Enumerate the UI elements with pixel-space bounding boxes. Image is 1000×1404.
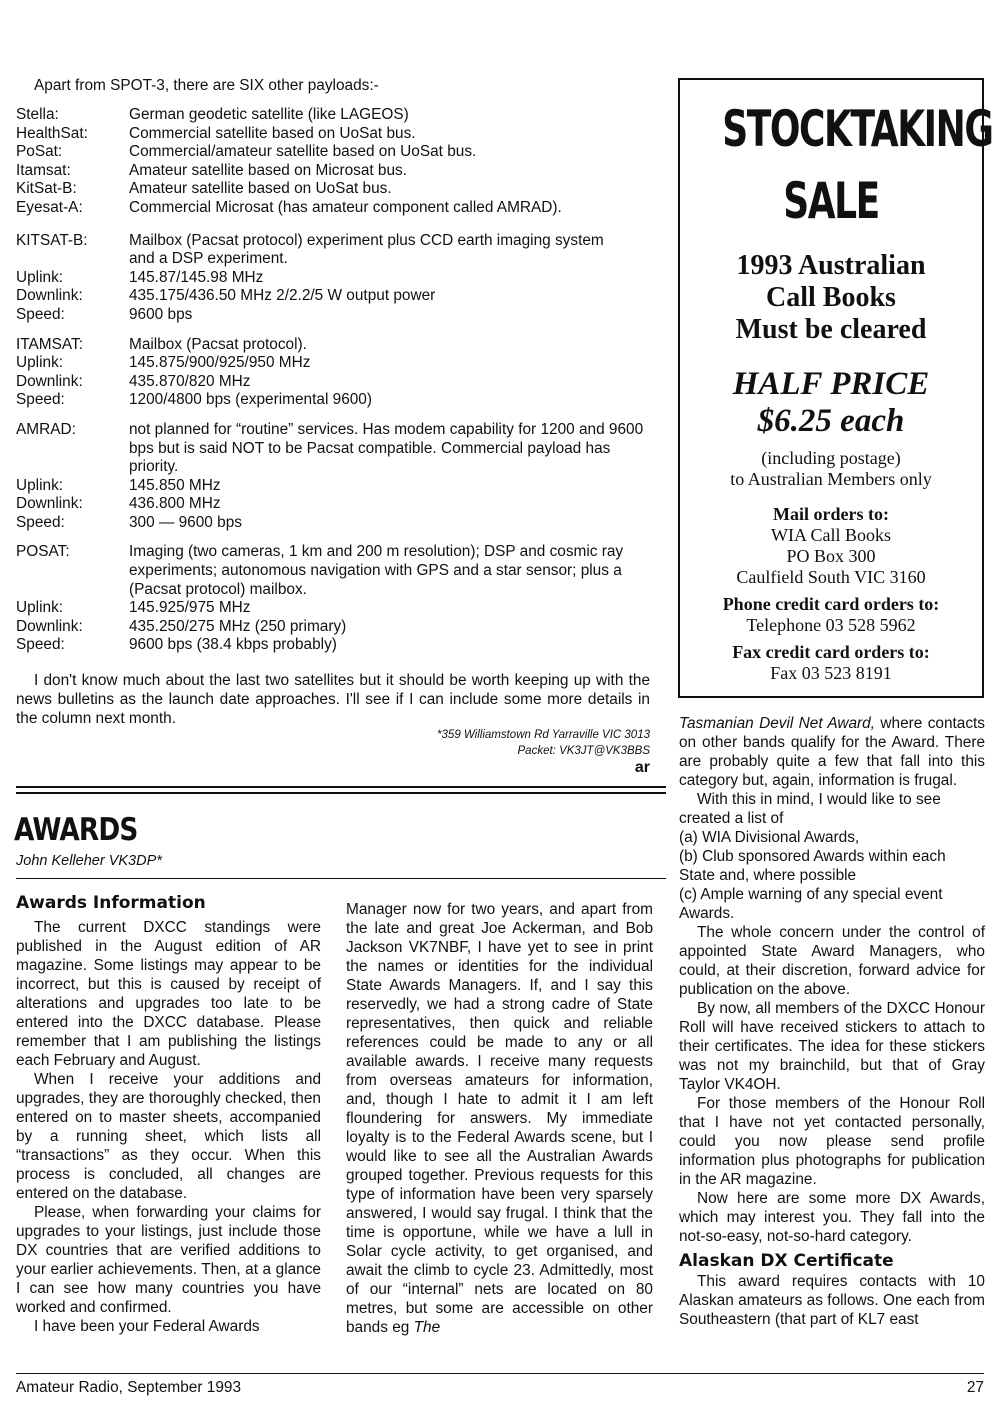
divider	[16, 792, 666, 794]
kitsat-block: KITSAT-B: Mailbox (Pacsat protocol) experiment plus CCD earth imaging system and a DSP experiment. Uplink: 145.87/145.98 MHz Downlink: 435.175/436.50 MHz 2/2.2/5 W output power Speed: 9600 bps	[16, 231, 604, 323]
ad-price-2: $6.25 each	[757, 403, 905, 439]
list-item: KitSat-B: Amateur satellite based on UoSat bus.	[16, 180, 392, 198]
ad-line-5: Must be cleared	[735, 314, 927, 345]
closing-paragraph: I don't know much about the last two satellites but it should be worth keeping up with the news bulletins as the launch date approaches. I'll see if I can include some more details in the column next month.	[16, 672, 650, 727]
awards-column-1: The current DXCC standings were published in the August edition of AR magazine. Some listings may appear to be incorrect, but this is caused by receipt of alterations and upgrades too late to be entered into the DXCC database. Please remember that I am publishing the listings each February and August. When I receive your additions and upgrades, they are thoroughly checked, then entered on to master sheets, accompanied by a running sheet, which lists all “transactions” as they occur. When this process is concluded, all changes are entered on the database. Please, when forwarding your claims for upgrades to your listings, just include those DX countries that are verified additions to your earlier achievements. Then, at a glance I can see how many countries you have worked and confirmed. I have been your Federal Awards	[16, 919, 321, 1335]
divider	[16, 1373, 984, 1374]
ad-mail-heading: Mail orders to:	[773, 504, 889, 524]
ad-including: (including postage)	[761, 448, 901, 468]
divider	[16, 786, 666, 788]
awards-column-3: Tasmanian Devil Net Award, where contacts on other bands qualify for the Award. There are probably quite a few that fall into this category but, again, information is frugal. With this in mind, I would like to see created a list of (a) WIA Divisional Awards, (b) Club sponsored Awards within each State and, where possible (c) Ample warning of any special event Awards. The whole concern under the control of appointed State Award Managers, who could, at their discretion, forward advice for publication on the above. By now, all members of the DXCC Honour Roll will have received stickers to attach to their certificates. The idea for these stickers was not my brainchild, but that of Gray Taylor VK4OH. For those members of the Honour Roll that I have not yet contacted personally, could you now please send profile information plus photographs for publication in the AR magazine. Now here are some more DX Awards, which may interest you. They fall into the not-so-easy, not-so-hard category. Alaskan DX Certificate This award requires contacts with 10 Alaskan amateurs as follows. One each from Southeastern (that part of KL7 east	[679, 715, 986, 1328]
section-title: AWARDS	[14, 812, 138, 848]
ad-headline-2: SALE	[783, 172, 879, 230]
end-mark: ar	[634, 759, 650, 776]
posat-block: POSAT: Imaging (two cameras, 1 km and 200 m resolution); DSP and cosmic ray experiments; autonomous navigation with GPS and a star sensor; plus a (Pacsat protocol) mailbox. Uplink: 145.925/975 MHz Downlink: 435.250/275 MHz (250 primary) Speed: 9600 bps (38.4 kbps probably)	[16, 543, 624, 654]
stocktaking-sale-ad	[678, 78, 993, 698]
list-item: HealthSat: Commercial satellite based on UoSat bus.	[16, 124, 416, 142]
itamsat-block: ITAMSAT: Mailbox (Pacsat protocol). Uplink: 145.875/900/925/950 MHz Downlink: 435.870/820 MHz Speed: 1200/4800 bps (experimental 9600)	[16, 335, 372, 409]
amrad-block: AMRAD: not planned for “routine” services. Has modem capability for 1200 and 9600 bps but is said NOT to be Pacsat compatible. Commercial payload has priority. Uplink: 145.850 MHz Downlink: 436.800 MHz Speed: 300 — 9600 bps	[16, 420, 644, 531]
list-item: Stella: German geodetic satellite (like LAGEOS)	[16, 106, 409, 123]
ad-fax-heading: Fax credit card orders to:	[732, 642, 930, 662]
author-address: *359 Williamstown Rd Yarraville VIC 3013 Packet: VK3JT@VK3BBS	[437, 729, 650, 757]
ad-phone: Telephone 03 528 5962	[746, 615, 916, 635]
page-number: 27	[966, 1379, 984, 1396]
list-item: PoSat: Commercial/amateur satellite based on UoSat bus.	[16, 143, 477, 161]
ad-mail-line-3: Caulfield South VIC 3160	[736, 567, 926, 587]
footer-publication: Amateur Radio, September 1993	[16, 1379, 242, 1396]
ad-fax: Fax 03 523 8191	[770, 663, 892, 683]
intro-line: Apart from SPOT-3, there are SIX other payloads:-	[34, 77, 379, 94]
list-item: Itamsat: Amateur satellite based on Microsat bus.	[16, 161, 408, 179]
ad-members: to Australian Members only	[730, 469, 932, 489]
ad-line-3: 1993 Australian	[736, 250, 926, 281]
byline: John Kelleher VK3DP*	[16, 853, 162, 869]
ad-headline-1: STOCKTAKING	[722, 100, 993, 158]
subheading: Awards Information	[16, 893, 206, 913]
ad-line-4: Call Books	[766, 282, 896, 313]
ad-mail-line-1: WIA Call Books	[771, 525, 891, 545]
subheading: Alaskan DX Certificate	[679, 1251, 894, 1271]
ad-mail-line-2: PO Box 300	[786, 546, 876, 566]
awards-column-2: Manager now for two years, and apart from the late and great Joe Ackerman, and Bob Jackson VK7NBF, I have yet to see in print the names or identities for the individual State Awards Managers. If, and I say this reservedly, we had a strong cadre of State representatives, then quick and reliable references could be made to any or all available awards. I receive many requests from overseas amateurs for information, and, though I hate to admit it I am left floundering for answers. My immediate loyalty is to the Federal Awards scene, but I would like to see all the Australian Awards grouped together. Previous requests for this type of information have been very sparsely answered, I would say frugal. I think that the time is opportune, while we have a lull in Solar cycle activity, to get organised, and await the climb to cycle 23. Admittedly, most of our “internal” nets are located on 80 metres, but some are accessible on other bands eg The	[346, 901, 653, 1336]
ad-phone-heading: Phone credit card orders to:	[722, 594, 940, 614]
list-item: Eyesat-A: Commercial Microsat (has amateur component called AMRAD).	[16, 198, 562, 216]
payload-list	[16, 106, 666, 655]
ad-price-1: HALF PRICE	[732, 366, 930, 402]
divider	[16, 878, 666, 879]
